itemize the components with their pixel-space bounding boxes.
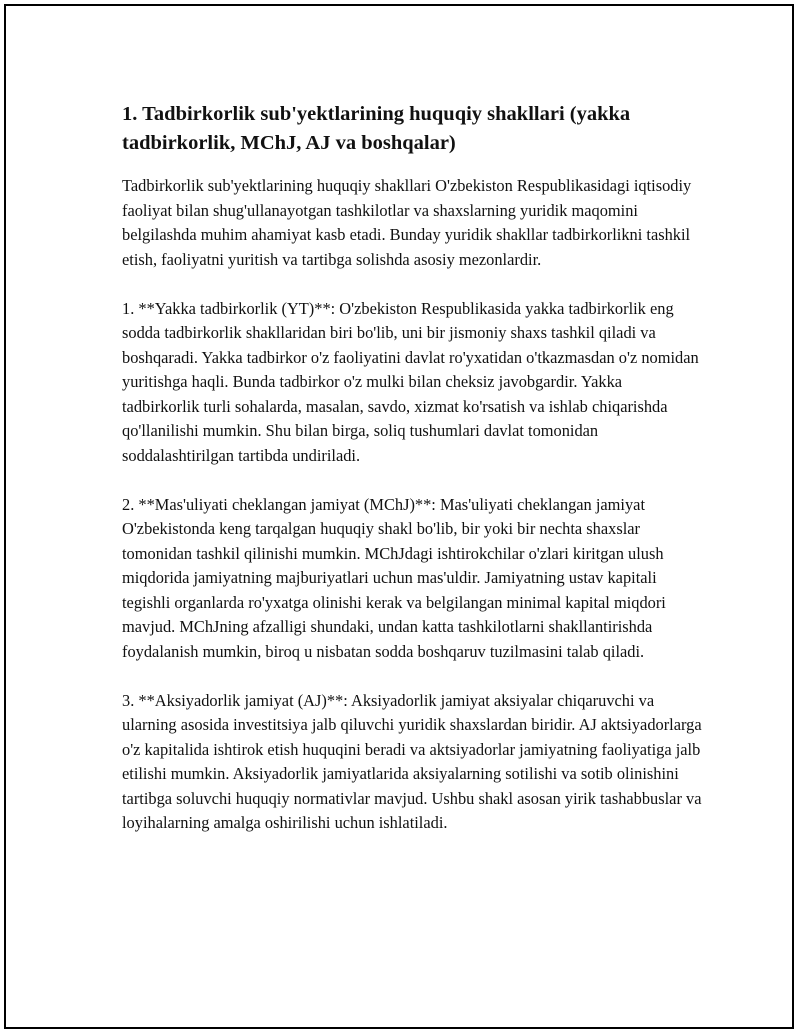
paragraph-mchj: 2. **Mas'uliyati cheklangan jamiyat (MChJ)**: Mas'uliyati cheklangan jamiyat O'zbekistonda keng tarqalgan huquqiy shakl bo'lib, bir yoki bir nechta shaxslar tomonidan tashkil qilinishi mumkin. MChJdagi ishtirokchilar o'zlari kiritgan ulush miqdorida jamiyatning majburiyatlari uchun mas'uldir. Jamiyatning ustav kapitali tegishli organlarda ro'yxatga olinishi kerak va belgilangan minimal kapital miqdori mavjud. MChJning afzalligi shundaki, undan katta tashkilotlarni shakllantirishda foydalanish mumkin, biroq u nisbatan sodda boshqaruv tuzilmasini talab qiladi. xyxy=(122,494,666,661)
paragraph-yakka-tadbirkorlik: 1. **Yakka tadbirkorlik (YT)**: O'zbekiston Respublikasida yakka tadbirkorlik eng sodda tadbirkorlik shakllaridan biri bo'lib, uni bir jismoniy shaxs tashkil qiladi va boshqaradi. Yakka tadbirkor o'z faoliyatini davlat ro'yxatidan o'tkazmasdan o'z nomidan yuritishga haqli. Bunda tadbirkor o'z mulki bilan cheksiz javobgardir. Yakka tadbirkorlik turli sohalarda, masalan, savdo, xizmat ko'rsatish va ishlab chiqarishda qo'llanilishi mumkin. Shu bilan birga, soliq tushumlari davlat tomonidan soddalashtirilgan tartibda undiriladi. xyxy=(122,298,699,465)
page-frame xyxy=(4,4,794,1029)
intro-paragraph: Tadbirkorlik sub'yektlarining huquqiy shakllari O'zbekiston Respublikasidagi iqtisodiy faoliyat bilan shug'ullanayotgan tashkilotlar va shaxslarning yuridik maqomini belgilashda muhim ahamiyat kasb etadi. Bunday yuridik shakllar tadbirkorlikni tashkil etish, faoliyatni yuritish va tartibga solishda asosiy mezonlardir. xyxy=(122,176,692,269)
document-title: 1. Tadbirkorlik sub'yektlarining huquqiy shakllari (yakka tadbirkorlik, MChJ, AJ va boshqalar) xyxy=(122,103,631,154)
paragraph-aj: 3. **Aksiyadorlik jamiyat (AJ)**: Aksiyadorlik jamiyat aksiyalar chiqaruvchi va ularning asosida investitsiya jalb qiluvchi yuridik shaxslardan biridir. AJ aktsiyadorlarga o'z kapitalida ishtirok etish huquqini beradi va aktsiyadorlar jamiyatning faoliyatiga jalb etilishi mumkin. Aksiyadorlik jamiyatlarida aksiyalarning sotilishi va sotib olinishini tartibga soluvchi huquqiy normativlar mavjud. Ushbu shakl asosan yirik tashabbuslar va loyihalarning amalga oshirilishi uchun ishlatiladi. xyxy=(122,690,702,832)
document-body xyxy=(122,100,702,860)
